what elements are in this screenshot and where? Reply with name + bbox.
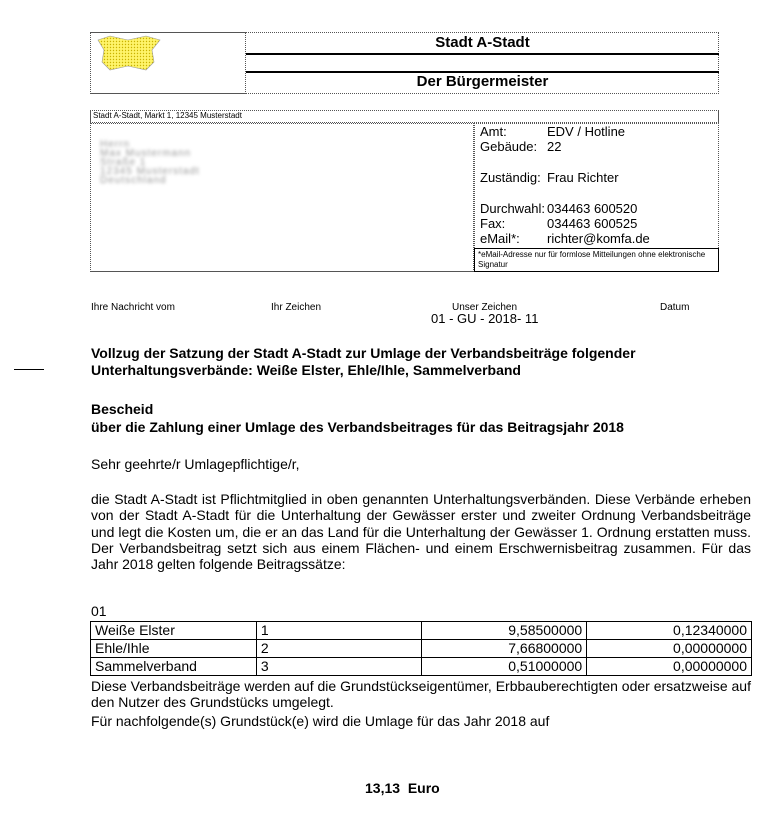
rate-code: 01	[91, 603, 107, 619]
city-title: Stadt A-Stadt	[435, 34, 530, 51]
rate-nr: 3	[256, 658, 422, 676]
sender-line: Stadt A-Stadt, Markt 1, 12345 Musterstadt	[93, 111, 242, 120]
office-title: Der Bürgermeister	[416, 73, 549, 90]
rate-name: Weiße Elster	[91, 622, 257, 640]
table-row	[91, 622, 752, 640]
total-amount: 13,13 Euro	[365, 780, 440, 796]
amt-label: Amt:	[480, 124, 507, 139]
rate-erschwernis: 0,12340000	[587, 622, 752, 640]
durchwahl-value: 034463 600520	[547, 201, 638, 216]
coat-of-arms-logo	[94, 34, 164, 74]
fax-value: 034463 600525	[547, 216, 638, 231]
rate-name: Sammelverband	[91, 658, 257, 676]
bescheid-title: Bescheid	[91, 401, 154, 417]
unser-zeichen-label: Unser Zeichen	[452, 302, 518, 313]
ihre-nachricht-label: Ihre Nachricht vom	[91, 302, 175, 313]
contact-block	[480, 124, 716, 246]
rate-flaeche: 7,66800000	[422, 640, 587, 658]
gebaeude-label: Gebäude:	[480, 139, 538, 154]
subject-line-1: Vollzug der Satzung der Stadt A-Stadt zur Umlage der Verbandsbeiträge folgender	[91, 345, 636, 361]
rate-nr: 2	[256, 640, 422, 658]
subject	[91, 345, 761, 379]
email-value[interactable]: richter@komfa.de	[547, 231, 650, 246]
rate-name: Ehle/Ihle	[91, 640, 257, 658]
bescheid-subtitle: über die Zahlung einer Umlage des Verbandsbeitrages für das Beitragsjahr 2018	[91, 419, 624, 435]
rate-nr: 1	[256, 622, 422, 640]
datum-label: Datum	[660, 302, 690, 313]
email-label: eMail*:	[480, 231, 520, 246]
rate-erschwernis: 0,00000000	[587, 658, 752, 676]
table-row	[91, 640, 752, 658]
header-divider-top	[246, 53, 719, 55]
grundstueck-text: Für nachfolgende(s) Grundstück(e) wird die Umlage für das Jahr 2018 auf	[91, 713, 550, 729]
fax-label: Fax:	[480, 216, 506, 231]
salutation: Sehr geehrte/r Umlagepflichtige/r,	[91, 456, 300, 472]
ihr-zeichen-label: Ihr Zeichen	[271, 302, 322, 313]
rates-table	[90, 621, 752, 676]
body-paragraph: die Stadt A-Stadt ist Pflichtmitglied in oben genannten Unterhaltungsverbänden. Diese Verbände erheben von der Stadt A-Stadt für die Unterhaltung der Gewässer erster und zweiter Ordnung Verbandsbeiträge und legt die Kosten um, die er an das Land für die Unterhaltung der Gewässer 1. Ordnung erstatten muss. Der Verbandsbeitrag setzt sich aus einem Flächen- und einem Erschwernisbeitrag zusammen. Für das Jahr 2018 gelten folgende Beitragssätze:	[91, 491, 751, 573]
after-table-text: Diese Verbandsbeiträge werden auf die Grundstückseigentümer, Erbbauberechtigten oder ersatzweise auf den Nutzer des Grundstücks umgelegt.	[91, 678, 751, 711]
durchwahl-label: Durchwahl:	[480, 201, 546, 216]
rate-flaeche: 9,58500000	[422, 622, 587, 640]
amt-value: EDV / Hotline	[547, 124, 626, 139]
fold-mark	[14, 369, 44, 370]
recipient-address-blurred: Herrn Max Mustermann Straße 1 12345 Musterstadt Deutschland	[100, 139, 200, 186]
rate-erschwernis: 0,00000000	[587, 640, 752, 658]
table-row	[91, 658, 752, 676]
rate-flaeche: 0,51000000	[422, 658, 587, 676]
email-note: *eMail-Adresse nur für formlose Mitteilungen ohne elektronische Signatur	[478, 250, 706, 269]
gebaeude-value: 22	[547, 139, 562, 154]
zustaendig-label: Zuständig:	[480, 170, 541, 185]
subject-line-2: Unterhaltungsverbände: Weiße Elster, Ehle/Ihle, Sammelverband	[91, 362, 521, 378]
zustaendig-value: Frau Richter	[547, 170, 619, 185]
bescheid-heading	[91, 400, 761, 436]
unser-zeichen-value: 01 - GU - 2018- 11	[431, 311, 539, 326]
